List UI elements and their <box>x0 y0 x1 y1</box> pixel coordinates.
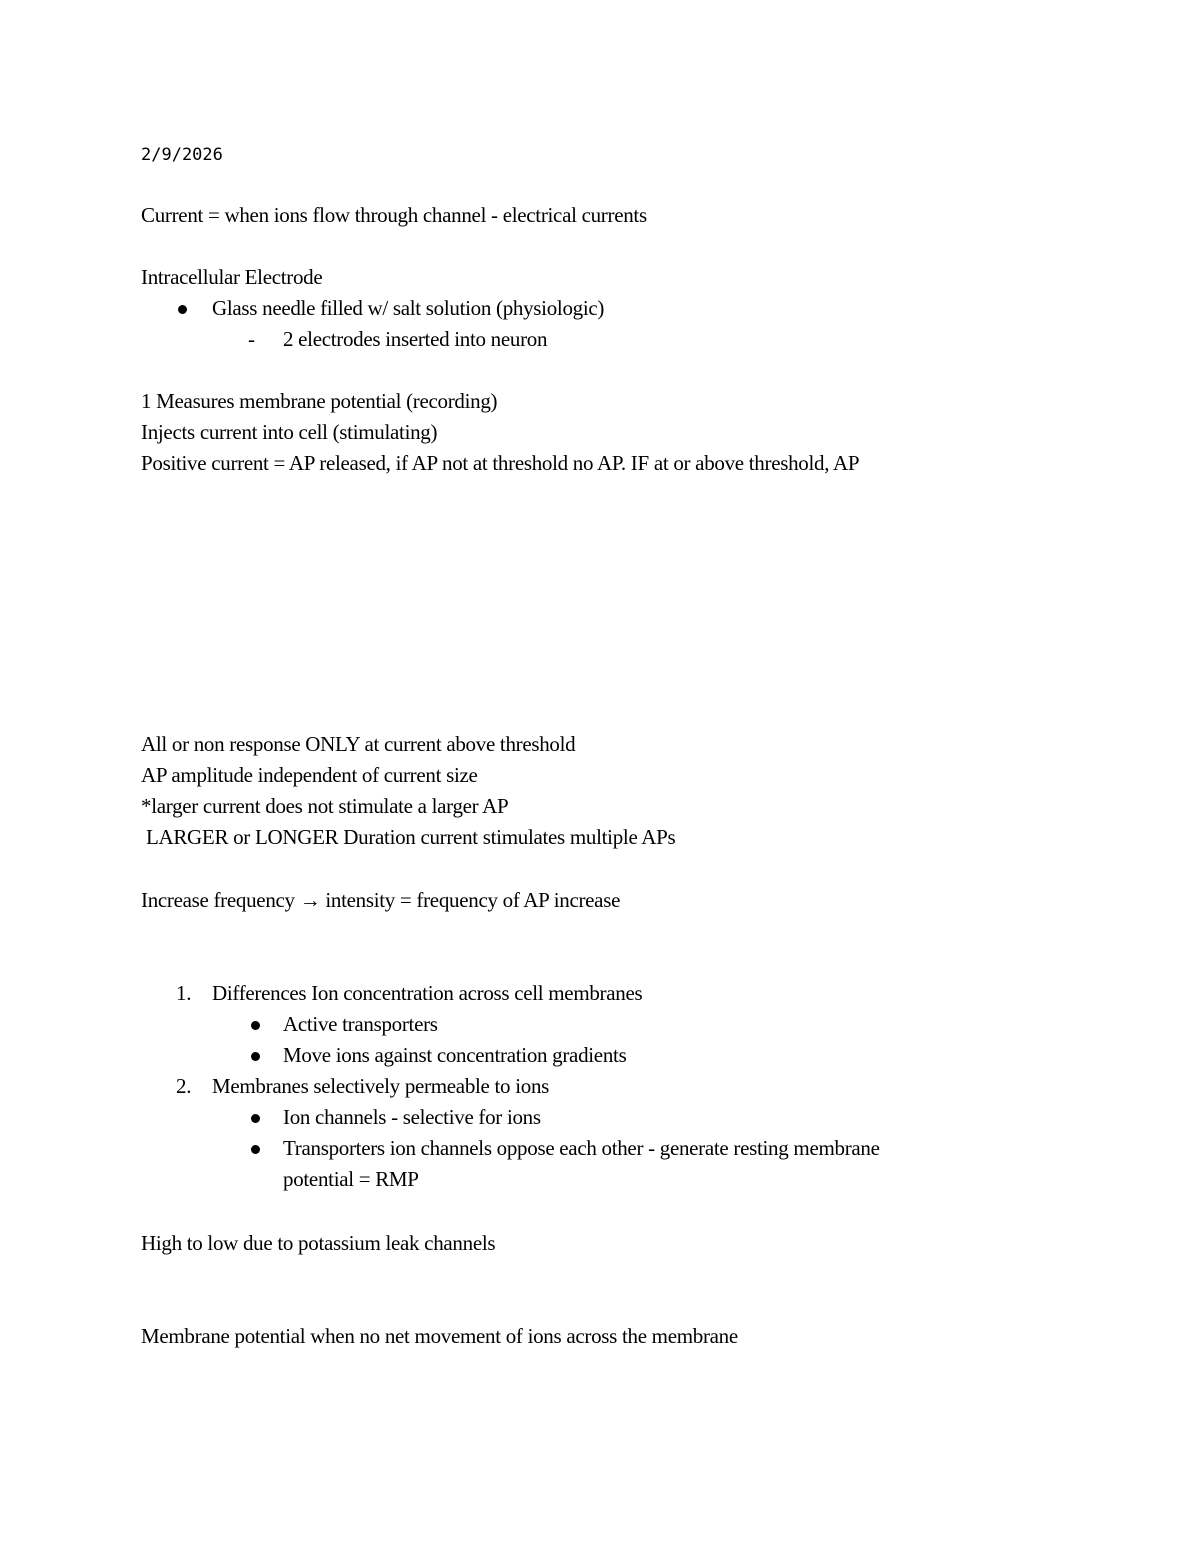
electrode-sub-item: 2 electrodes inserted into neuron <box>283 327 548 351</box>
response-line-1: All or non response ONLY at current above threshold <box>141 732 576 756</box>
response-line-4: LARGER or LONGER Duration current stimulates multiple APs <box>141 825 676 849</box>
bullet-icon <box>251 1052 260 1061</box>
bullet-icon <box>251 1021 260 1030</box>
electrode-bullet: Glass needle filled w/ salt solution (physiologic) <box>212 296 605 320</box>
measures-line-2: Injects current into cell (stimulating) <box>141 420 438 444</box>
measures-line-1: 1 Measures membrane potential (recording) <box>141 389 498 413</box>
list-item-2: Membranes selectively permeable to ions <box>212 1074 550 1098</box>
list-item-2-bullet-1: Ion channels - selective for ions <box>283 1105 541 1129</box>
list-number: 1. <box>176 981 192 1005</box>
measures-line-3: Positive current = AP released, if AP not at threshold no AP. IF at or above threshold, AP <box>141 451 860 475</box>
response-line-2: AP amplitude independent of current size <box>141 763 478 787</box>
bullet-icon <box>178 305 187 314</box>
frequency-line: Increase frequency → intensity = frequency of AP increase <box>141 888 621 912</box>
list-number: 2. <box>176 1074 192 1098</box>
membrane-potential-line: Membrane potential when no net movement of ions across the membrane <box>141 1324 738 1348</box>
response-line-3: *larger current does not stimulate a larger AP <box>141 794 509 818</box>
list-item-2-bullet-2-continued: potential = RMP <box>283 1167 419 1191</box>
list-item-1-bullet-1: Active transporters <box>283 1012 438 1036</box>
bullet-icon <box>251 1145 260 1154</box>
current-definition: Current = when ions flow through channel - electrical currents <box>141 203 647 227</box>
dash-marker: - <box>248 327 255 351</box>
list-item-2-bullet-2: Transporters ion channels oppose each other - generate resting membrane <box>283 1136 880 1160</box>
bullet-icon <box>251 1114 260 1123</box>
list-item-1-bullet-2: Move ions against concentration gradients <box>283 1043 627 1067</box>
list-item-1: Differences Ion concentration across cell membranes <box>212 981 643 1005</box>
leak-line: High to low due to potassium leak channels <box>141 1231 496 1255</box>
electrode-heading: Intracellular Electrode <box>141 265 323 289</box>
note-date: 2/9/2026 <box>141 145 223 165</box>
